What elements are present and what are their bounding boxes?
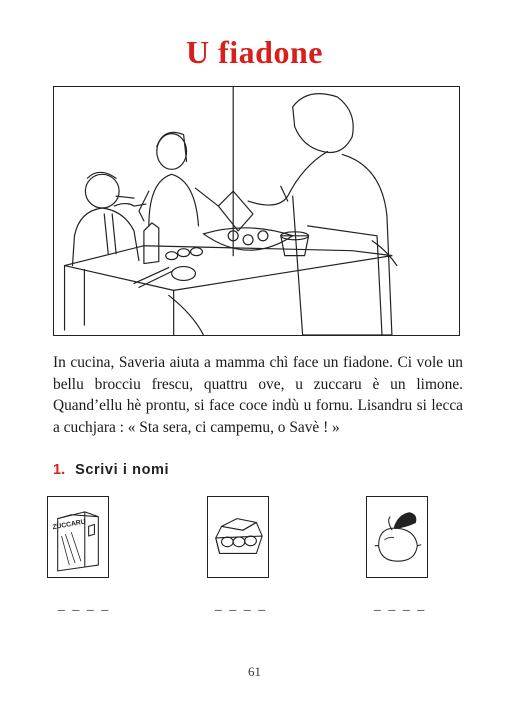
sugar-picture-box (47, 496, 109, 578)
page-number: 61 (248, 664, 261, 679)
answer-blank-1: _ _ _ _ (57, 598, 111, 613)
sugar-box-icon (48, 497, 108, 577)
lemon-picture-box (366, 496, 428, 578)
answer-blank-3: _ _ _ _ (373, 598, 427, 613)
page-title: U fiadone (186, 34, 323, 70)
kitchen-illustration (53, 86, 460, 336)
eggs-picture-box (207, 496, 269, 578)
lemon-icon (367, 497, 427, 577)
sugar-box-text: ZUCCARU (51, 518, 87, 532)
answer-blank-2: _ _ _ _ (214, 598, 268, 613)
story-paragraph: In cucina, Saveria aiuta a mamma chì face un fiadone. Ci vole un bellu brocciu frescu, quattru ove, u zuccaru è un limone. Quand’ellu hè prontu, si face coce indù u fornu. Lisandru si lecca a cuchjara : « Sta sera, ci campemu, o Savè ! » (53, 354, 463, 436)
exercise-label: Scrivi i nomi (75, 462, 170, 478)
egg-carton-icon (208, 497, 268, 577)
exercise-heading (53, 462, 169, 478)
exercise-number: 1. (53, 462, 66, 478)
